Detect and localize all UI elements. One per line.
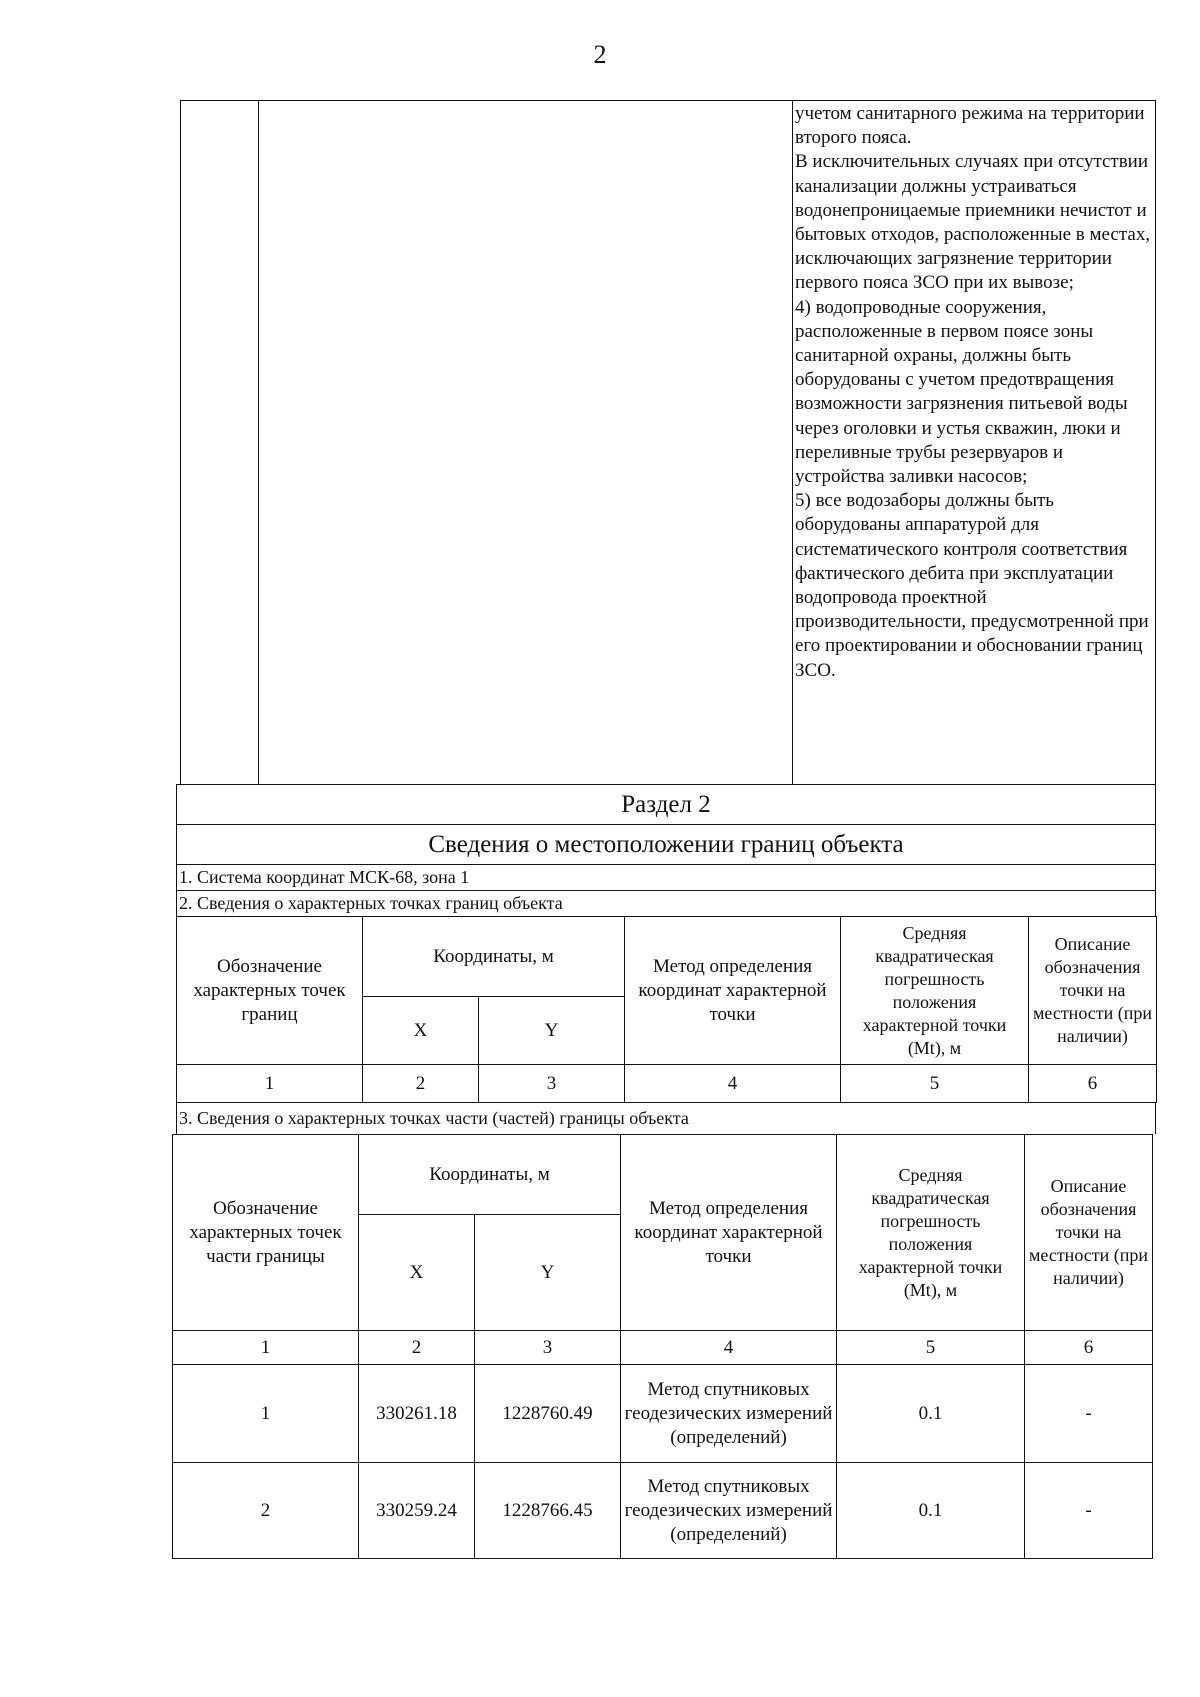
column-number: 5 xyxy=(837,1331,1025,1365)
header-x: X xyxy=(363,997,479,1065)
point-error: 0.1 xyxy=(837,1365,1025,1463)
point-method: Метод спутниковых геодезических измерений (определений) xyxy=(621,1365,837,1463)
column-number: 1 xyxy=(173,1331,359,1365)
column-divider xyxy=(258,101,259,784)
point-description: - xyxy=(1025,1463,1153,1559)
header-coords: Координаты, м xyxy=(363,917,625,997)
column-number: 6 xyxy=(1029,1065,1157,1103)
column-number: 4 xyxy=(625,1065,841,1103)
header-y: Y xyxy=(479,997,625,1065)
boundary-points-table xyxy=(176,916,1157,1103)
point-description: - xyxy=(1025,1365,1153,1463)
header-method: Метод определения координат характерной точки xyxy=(625,917,841,1065)
text-paragraph: 5) все водозаборы должны быть оборудованы аппаратурой для систематического контроля соответствия фактического дебита при эксплуатации водопровода проектной производительности, предусмотренной при его проектировании и обосновании границ ЗСО. xyxy=(795,490,1149,681)
text-paragraph: 4) водопроводные сооружения, расположенные в первом поясе зоны санитарной охраны, должны быть оборудованы с учетом предотвращения возможности загрязнения питьевой воды через оголовки и устья скважин, люки и переливные трубы резервуаров и устройства заливки насосов; xyxy=(795,296,1128,488)
point-error: 0.1 xyxy=(837,1463,1025,1559)
part-points-table xyxy=(172,1134,1153,1559)
header-y: Y xyxy=(475,1215,621,1331)
point-id: 1 xyxy=(173,1365,359,1463)
header-description: Описание обозначения точки на местности (при наличии) xyxy=(1025,1135,1153,1331)
point-x: 330261.18 xyxy=(359,1365,475,1463)
table-row xyxy=(173,1463,1153,1559)
header-designation: Обозначение характерных точек части границы xyxy=(173,1135,359,1331)
header-description: Описание обозначения точки на местности (при наличии) xyxy=(1029,917,1157,1065)
column-number: 4 xyxy=(621,1331,837,1365)
header-method: Метод определения координат характерной точки xyxy=(621,1135,837,1331)
header-coords: Координаты, м xyxy=(359,1135,621,1215)
point-id: 2 xyxy=(173,1463,359,1559)
column-number: 6 xyxy=(1025,1331,1153,1365)
text-paragraph: учетом санитарного режима на территории второго пояса. xyxy=(795,103,1145,149)
points-heading: 2. Сведения о характерных точках границ объекта xyxy=(176,890,1156,916)
column-number: 3 xyxy=(479,1065,625,1103)
text-paragraph: В исключительных случаях при отсутствии канализации должны устраиваться водонепроницаемые приемники нечистот и бытовых отходов, расположенные в местах, исключающих загрязнение территории первого пояса ЗСО при их вывозе; xyxy=(795,151,1151,294)
point-y: 1228766.45 xyxy=(475,1463,621,1559)
column-divider xyxy=(792,101,793,784)
column-number: 2 xyxy=(363,1065,479,1103)
column-number: 3 xyxy=(475,1331,621,1365)
column-number: 5 xyxy=(841,1065,1029,1103)
section-title: Раздел 2 xyxy=(176,784,1156,824)
header-error: Средняя квадратическая погрешность положения характерной точки (Mt), м xyxy=(837,1135,1025,1331)
point-x: 330259.24 xyxy=(359,1463,475,1559)
regime-text xyxy=(795,102,1153,683)
header-designation: Обозначение характерных точек границ xyxy=(177,917,363,1065)
table-row xyxy=(173,1365,1153,1463)
parts-heading: 3. Сведения о характерных точках части (частей) границы объекта xyxy=(176,1102,1156,1134)
header-error: Средняя квадратическая погрешность положения характерной точки (Mt), м xyxy=(841,917,1029,1065)
column-number: 2 xyxy=(359,1331,475,1365)
coordinate-system: 1. Система координат МСК-68, зона 1 xyxy=(176,864,1156,890)
point-method: Метод спутниковых геодезических измерений (определений) xyxy=(621,1463,837,1559)
continuation-table xyxy=(180,100,1156,784)
point-y: 1228760.49 xyxy=(475,1365,621,1463)
section-subtitle: Сведения о местоположении границ объекта xyxy=(176,824,1156,864)
page-number: 2 xyxy=(593,40,607,69)
header-x: X xyxy=(359,1215,475,1331)
column-number: 1 xyxy=(177,1065,363,1103)
